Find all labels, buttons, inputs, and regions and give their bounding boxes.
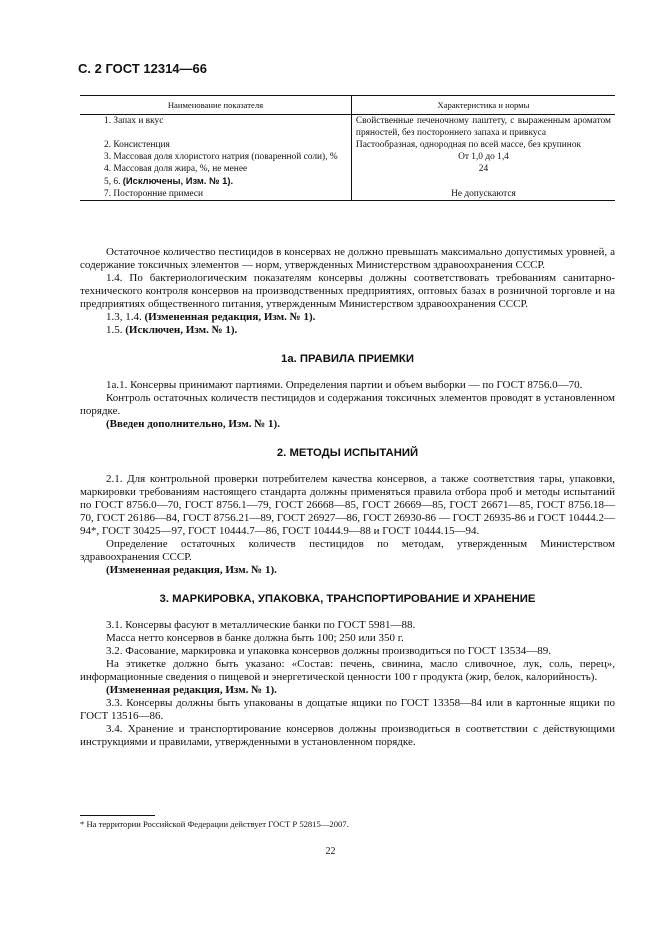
footnote: * На территории Российской Федерации действует ГОСТ Р 52815—2007.: [80, 819, 349, 829]
row-prefix: 5, 6.: [104, 177, 123, 187]
paragraph: 1а.1. Консервы принимают партиями. Определения партии и объем выборки — по ГОСТ 8756.0—70.: [106, 379, 583, 391]
section-heading: 1а. ПРАВИЛА ПРИЕМКИ: [281, 353, 414, 365]
table-row: [80, 188, 615, 201]
paragraph: На этикетке должно быть указано: «Состав: печень, свинина, масло сливочное, лук, соль, перец», информационные сведения о пищевой и энергетической ценности 100 г продукта (жир, белок, калорийность).: [80, 658, 615, 683]
indicators-table: [80, 95, 615, 201]
table-row: [80, 151, 615, 163]
table-row: [80, 139, 615, 151]
table-cell-name: [80, 175, 351, 188]
footnote-divider: [80, 815, 155, 816]
paragraph: 1.4. По бактериологическим показателям консервы должны соответствовать требованиям санитарно-технического контроля консервов на производственных предприятиях, оптовых базах в розничной торговле и на предприятиях общественного питания, утвержденным Министерством здравоохранения СССР.: [80, 272, 615, 310]
paragraph: 3.1. Консервы фасуют в металлические банки по ГОСТ 5981—88.: [106, 619, 416, 631]
amendment-note: (Введен дополнительно, Изм. № 1).: [106, 418, 280, 430]
section-heading: 3. МАРКИРОВКА, УПАКОВКА, ТРАНСПОРТИРОВАНИЕ И ХРАНЕНИЕ: [159, 593, 536, 605]
table-row: [80, 175, 615, 188]
page-number: 22: [325, 846, 336, 857]
table-header-row: [80, 96, 615, 115]
page-header: С. 2 ГОСТ 12314—66: [78, 61, 207, 76]
table-header-name: Наименование показателя: [80, 96, 351, 115]
table-cell-value: 24: [478, 164, 489, 174]
section-heading: 2. МЕТОДЫ ИСПЫТАНИЙ: [276, 447, 419, 459]
table-row: [80, 163, 615, 175]
paragraph: [80, 311, 615, 324]
amendment-note: (Измененная редакция, Изм. № 1).: [144, 311, 316, 323]
table-cell-value: Свойственные печеночному паштету, с выраженным ароматом пряностей, без постороннего запаха и привкуса: [355, 116, 611, 138]
document-body: [80, 246, 615, 749]
paragraph: 3.2. Фасование, маркировка и упаковка консервов должны производиться по ГОСТ 13534—89.: [106, 645, 551, 657]
clause-number: 1.3, 1.4.: [106, 311, 145, 323]
paragraph: Определение остаточных количеств пестицидов по методам, утвержденным Министерством здравоохранения СССР.: [80, 538, 615, 563]
table-cell-name: 1. Запах и вкус: [80, 115, 351, 140]
amendment-note: (Измененная редакция, Изм. № 1).: [106, 684, 277, 696]
amendment-note: (Исключен, Изм. № 1).: [125, 324, 238, 336]
table-cell-value: Не допускаются: [351, 188, 615, 201]
paragraph: 2.1. Для контрольной проверки потребителем качества консервов, а также соответствия тары, упаковки, маркировки требованиям настоящего стандарта должны применяться правила отбора проб и методы испытаний по ГОСТ 8756.0—70, ГОСТ 8756.1—79, ГОСТ 26668—85, ГОСТ 26669—85, ГОСТ 26671—85, ГОСТ 8756.18—70, ГОСТ 26186—84, ГОСТ 8756.21—89, ГОСТ 26927—86, ГОСТ 26930-86 — ГОСТ 26935-86 и ГОСТ 10444.2—94*, ГОСТ 30425—97, ГОСТ 10444.7—86, ГОСТ 10444.9—88 и ГОСТ 10444.15—94.: [80, 473, 615, 537]
paragraph: [80, 324, 615, 337]
table-row: [80, 115, 615, 140]
table-cell-value: [351, 175, 615, 188]
table-cell-value: От 1,0 до 1,4: [458, 152, 509, 162]
paragraph: Остаточное количество пестицидов в консервах не должно превышать максимально допустимых уровней, а содержание токсичных элементов — норм, утвержденных Министерством здравоохранения СССР.: [80, 246, 615, 271]
clause-number: 1.5.: [106, 324, 126, 336]
paragraph: Контроль остаточных количеств пестицидов и содержания токсичных элементов проводят в установленном порядке.: [80, 392, 615, 417]
table-cell-value: Пастообразная, однородная по всей массе, без крупинок: [355, 140, 582, 150]
paragraph: 3.4. Хранение и транспортирование консервов должны производиться в соответствии с действующими инструкциями и правилами, утвержденными в установленном порядке.: [80, 723, 615, 748]
amendment-note: (Измененная редакция, Изм. № 1).: [106, 564, 277, 576]
table-cell-name: 3. Массовая доля хлористого натрия (поваренной соли), %: [80, 151, 351, 163]
amendment-note: (Исключены, Изм. № 1).: [122, 175, 234, 186]
paragraph: 3.3. Консервы должны быть упакованы в дощатые ящики по ГОСТ 13358—84 или в картонные ящики по ГОСТ 13516—86.: [80, 697, 615, 722]
paragraph: Масса нетто консервов в банке должна быть 100; 250 или 350 г.: [106, 632, 404, 644]
table-cell-name: 7. Посторонние примеси: [80, 188, 351, 201]
table-header-value: Характеристика и нормы: [351, 96, 615, 115]
table-cell-name: 2. Консистенция: [80, 139, 351, 151]
table-cell-name: 4. Массовая доля жира, %, не менее: [80, 163, 351, 175]
